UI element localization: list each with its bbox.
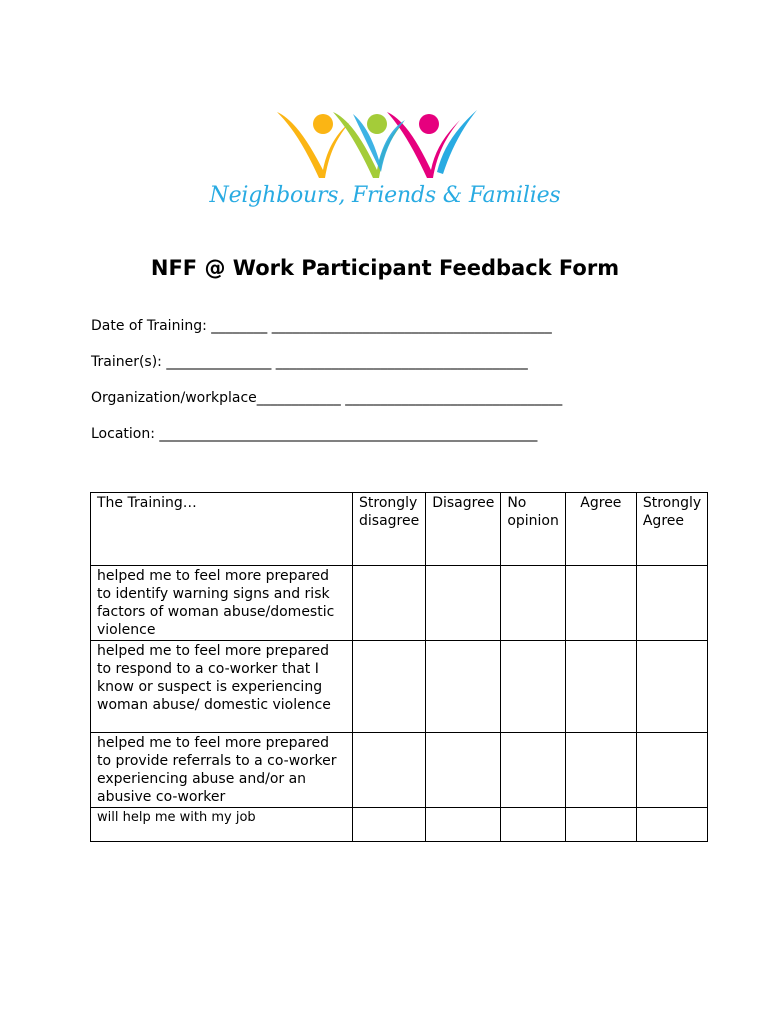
rating-cell-strongly-agree[interactable]: [636, 808, 707, 842]
logo-head-magenta: [419, 114, 439, 134]
organization-field[interactable]: Organization/workplace____________ _______________________________: [91, 390, 563, 406]
rating-cell-agree[interactable]: [565, 566, 636, 641]
org-name: Neighbours, Friends & Families: [209, 183, 561, 208]
trainers-field[interactable]: Trainer(s): _______________ ____________________________________: [91, 354, 528, 370]
rating-cell-no-opinion[interactable]: [501, 808, 566, 842]
table-row: [91, 566, 708, 641]
header-disagree: Disagree: [426, 493, 501, 566]
location-field[interactable]: Location: ______________________________________________________: [91, 426, 538, 442]
table-row: [91, 808, 708, 842]
table-row: [91, 641, 708, 733]
rating-cell-strongly-disagree[interactable]: [353, 566, 426, 641]
table-header-row: [91, 493, 708, 566]
rating-cell-agree[interactable]: [565, 641, 636, 733]
feedback-table: [90, 492, 708, 842]
rating-cell-disagree[interactable]: [426, 733, 501, 808]
row-statement: helped me to feel more prepared to identify warning signs and risk factors of woman abuse/domestic violence: [91, 566, 353, 641]
rating-cell-strongly-disagree[interactable]: [353, 808, 426, 842]
rating-cell-strongly-agree[interactable]: [636, 733, 707, 808]
row-statement: helped me to feel more prepared to provide referrals to a co-worker experiencing abuse and/or an abusive co-worker: [91, 733, 353, 808]
header-strongly-agree: Strongly Agree: [636, 493, 707, 566]
row-statement: will help me with my job: [91, 808, 353, 842]
rating-cell-agree[interactable]: [565, 733, 636, 808]
logo-head-lime: [367, 114, 387, 134]
rating-cell-strongly-disagree[interactable]: [353, 641, 426, 733]
rating-cell-no-opinion[interactable]: [501, 641, 566, 733]
header-the-training: The Training…: [91, 493, 353, 566]
rating-cell-disagree[interactable]: [426, 566, 501, 641]
rating-cell-no-opinion[interactable]: [501, 733, 566, 808]
header-no-opinion: No opinion: [501, 493, 566, 566]
rating-cell-no-opinion[interactable]: [501, 566, 566, 641]
rating-cell-disagree[interactable]: [426, 808, 501, 842]
rating-cell-strongly-agree[interactable]: [636, 641, 707, 733]
rating-cell-agree[interactable]: [565, 808, 636, 842]
page-title: NFF @ Work Participant Feedback Form: [150, 256, 620, 280]
table-row: [91, 733, 708, 808]
date-of-training-field[interactable]: Date of Training: ________ ________________________________________: [91, 318, 552, 334]
row-statement: helped me to feel more prepared to respond to a co-worker that I know or suspect is experiencing woman abuse/ domestic violence: [91, 641, 353, 733]
rating-cell-disagree[interactable]: [426, 641, 501, 733]
rating-cell-strongly-agree[interactable]: [636, 566, 707, 641]
logo-head-yellow: [313, 114, 333, 134]
header-agree: Agree: [565, 493, 636, 566]
header-strongly-disagree: Strongly disagree: [353, 493, 426, 566]
rating-cell-strongly-disagree[interactable]: [353, 733, 426, 808]
